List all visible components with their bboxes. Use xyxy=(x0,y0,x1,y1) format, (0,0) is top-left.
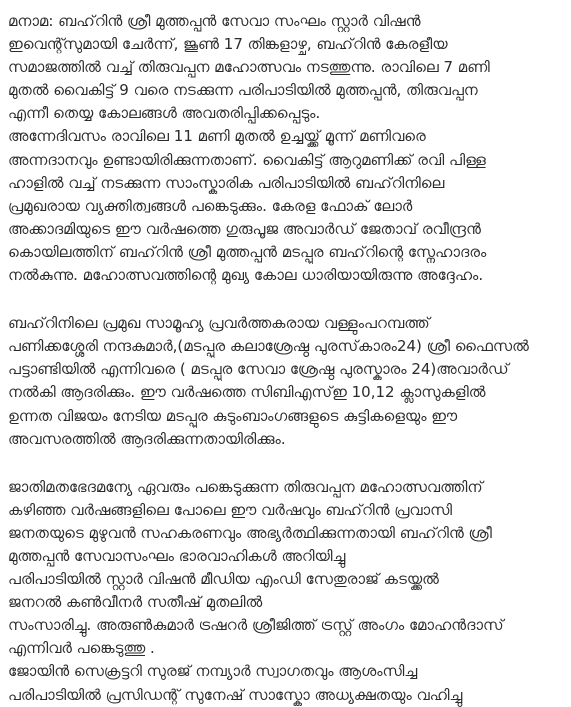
text-line: പണിക്കശ്ശേരി നന്ദകുമാർ,(മടപ്പുര കലാശ്രേഷ്ഠ പുരസ്‌കാരം24) ശ്രീ ഫൈസൽ xyxy=(8,337,529,356)
text-line: മനാമ: ബഹ്‌റിൻ ശ്രീ മുത്തപ്പൻ സേവാ സംഘം സ്റ്റാർ വിഷൻ xyxy=(8,12,421,30)
text-line: ഉന്നത വിജയം നേടിയ മടപ്പുര കുടുംബാംഗങ്ങളുടെ കുട്ടികളെയും ഈ xyxy=(8,406,458,425)
text-line: ബഹ്‌റിനിലെ പ്രമുഖ സാമൂഹ്യ പ്രവർത്തകരായ വള്ളുംപറമ്പത്ത് xyxy=(8,314,430,333)
text-line: നൽകി ആദരിക്കും. ഈ വർഷത്തെ സിബിഎസ്ഇ 10,12 ക്ലാസുകളിൽ xyxy=(8,383,486,402)
text-line: ജനറൽ കൺവീനർ സതീഷ് മുതലിൽ xyxy=(8,593,263,612)
paragraph-invitation xyxy=(8,476,561,707)
paragraph-event-announcement xyxy=(8,10,561,287)
text-line: മുതൽ വൈകിട്ട് 9 വരെ നടക്കുന്ന പരിപാടിയിൽ മുത്തപ്പൻ, തിരുവപ്പന xyxy=(8,81,478,100)
text-line: കൊയിലത്തിന് ബഹ്‌റിൻ ശ്രീ മുത്തപ്പൻ മടപ്പുര ബഹ്‌റിന്റെ സ്നേഹാദരം xyxy=(8,242,487,261)
text-line: ഇവെന്റ്സുമായി ചേർന്ന്, ജൂൺ 17 തിങ്കളാഴ്ച, ബഹ്‌റിൻ കേരളീയ xyxy=(8,35,448,54)
text-line: സമാജത്തിൽ വച്ച് തിരുവപ്പന മഹോത്സവം നടത്തുന്നു. രാവിലെ 7 മണി xyxy=(8,58,490,77)
text-line: ഹാളിൽ വച്ച് നടക്കുന്ന സാംസ്കാരിക പരിപാടിയിൽ ബഹ്‌റിനിലെ xyxy=(8,173,445,192)
text-line: അവസരത്തിൽ ആദരിക്കുന്നതായിരിക്കും. xyxy=(8,429,286,448)
text-line: പരിപാടിയിൽ പ്രസിഡന്റ് സുനേഷ് സാസ്കോ അധ്യക്ഷതയും വഹിച്ചു xyxy=(8,685,463,704)
text-line: മുത്തപ്പൻ സേവാസംഘം ഭാരവാഹികൾ അറിയിച്ചു xyxy=(8,546,346,565)
text-line: അന്നേദിവസം രാവിലെ 11 മണി മുതൽ ഉച്ചയ്ക്ക് മൂന്ന് മണിവരെ xyxy=(8,127,426,146)
text-line: പട്ടാണ്ടിയിൽ എന്നിവരെ ( മടപ്പുര സേവാ ശ്രേഷ്ഠ പുരസ്കാരം 24)അവാർഡ് xyxy=(8,360,509,379)
paragraph-awards xyxy=(8,312,561,451)
text-line: ജാതിമതഭേദമന്യേ ഏവരും പങ്കെടുക്കുന്ന തിരുവപ്പന മഹോത്സവത്തിന് xyxy=(8,477,483,496)
text-line: പ്രമുഖരായ വ്യക്തിത്വങ്ങൾ പങ്കെടുക്കും. കേരള ഫോക് ലോർ xyxy=(8,196,413,215)
text-line: കഴിഞ്ഞ വർഷങ്ങളിലെ പോലെ ഈ വർഷവും ബഹ്‌റിൻ പ്രവാസി xyxy=(8,500,453,519)
text-line: എന്നിവർ പങ്കെടുത്തു . xyxy=(8,639,155,658)
text-line: പരിപാടിയിൽ സ്റ്റാർ വിഷൻ മീഡിയ എംഡി സേതുരാജ് കടയ്ക്കൽ xyxy=(8,570,439,589)
text-line: ജോയിൻ സെക്രട്ടറി സുരജ് നമ്പ്യാർ സ്വാഗതവും ആശംസിച്ച xyxy=(8,662,418,681)
text-line: നൽകുന്നു. മഹോത്സവത്തിന്റെ മുഖ്യ കോല ധാരിയായിരുന്നു അദ്ദേഹം. xyxy=(8,266,484,285)
text-line: എന്നീ തെയ്യ കോലങ്ങൾ അവതരിപ്പിക്കപ്പെടും. xyxy=(8,104,321,123)
text-line: അക്കാദമിയുടെ ഈ വർഷത്തെ ഗുരുപൂജ അവാർഡ് ജേതാവ് രവീന്ദ്രൻ xyxy=(8,219,481,238)
text-line: ജനതയുടെ മുഴുവൻ സഹകരണവും അഭ്യർത്ഥിക്കുന്നതായി ബഹ്‌റിൻ ശ്രീ xyxy=(8,523,492,542)
text-line: സംസാരിച്ചു. അരുൺകുമാർ ട്രഷറർ ശ്രീജിത്ത് ട്രസ്റ്റ് അംഗം മോഹൻദാസ് xyxy=(8,616,504,635)
text-line: അന്നദാനവും ഉണ്ടായിരിക്കുന്നതാണ്. വൈകിട്ട് ആറുമണിക്ക് രവി പിള്ള xyxy=(8,150,486,169)
